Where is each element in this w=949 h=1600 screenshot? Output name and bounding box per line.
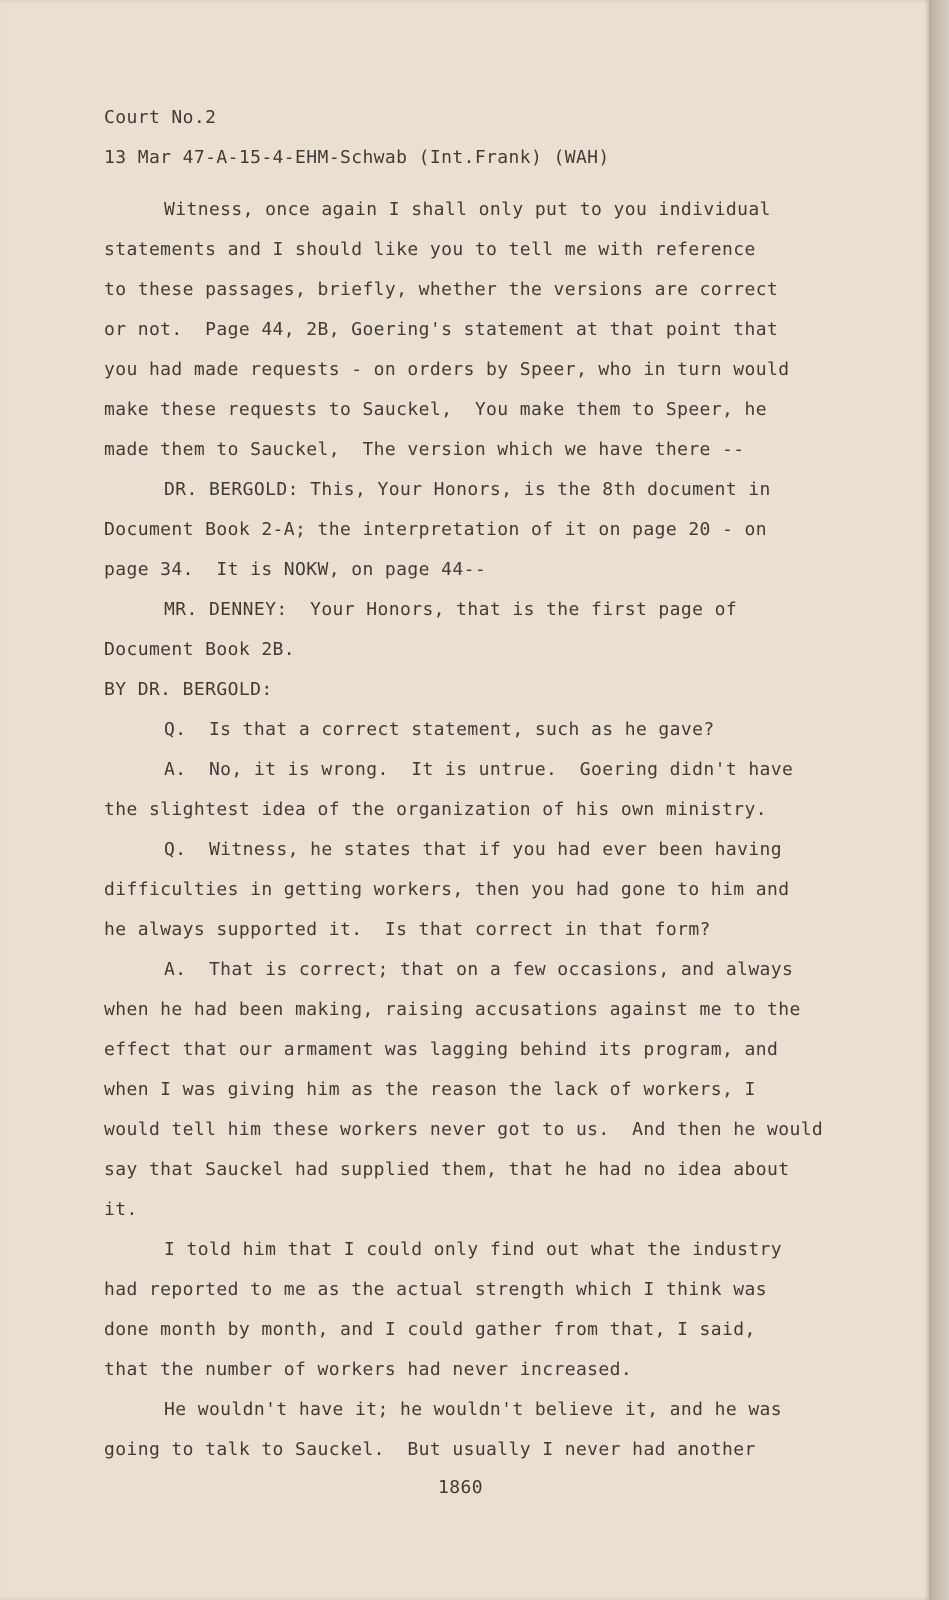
text-line: A. No, it is wrong. It is untrue. Goering didn't have <box>164 759 794 780</box>
text-line: DR. BERGOLD: This, Your Honors, is the 8th document in <box>164 479 771 500</box>
text-line: effect that our armament was lagging behind its program, and <box>104 1039 779 1060</box>
transcript-reference: 13 Mar 47-A-15-4-EHM-Schwab (Int.Frank) (WAH) <box>104 147 610 168</box>
paper-edge <box>929 0 949 1600</box>
text-line: page 34. It is NOKW, on page 44-- <box>104 559 487 580</box>
text-line: statements and I should like you to tell me with reference <box>104 239 756 260</box>
text-line: He wouldn't have it; he wouldn't believe it, and he was <box>164 1399 783 1420</box>
text-line: to these passages, briefly, whether the versions are correct <box>104 279 779 300</box>
text-line: you had made requests - on orders by Speer, who in turn would <box>104 359 790 380</box>
text-line: made them to Sauckel, The version which we have there -- <box>104 439 745 460</box>
text-line: Q. Is that a correct statement, such as he gave? <box>164 719 715 740</box>
text-line: that the number of workers had never increased. <box>104 1359 633 1380</box>
text-line: Document Book 2B. <box>104 639 296 660</box>
text-line: when he had been making, raising accusations against me to the <box>104 999 801 1020</box>
text-line: difficulties in getting workers, then you had gone to him and <box>104 879 790 900</box>
text-line: or not. Page 44, 2B, Goering's statement at that point that <box>104 319 779 340</box>
text-line: BY DR. BERGOLD: <box>104 679 273 700</box>
text-line: A. That is correct; that on a few occasions, and always <box>164 959 794 980</box>
text-line: going to talk to Sauckel. But usually I never had another <box>104 1439 756 1460</box>
text-line: I told him that I could only find out what the industry <box>164 1239 783 1260</box>
text-line: Witness, once again I shall only put to you individual <box>164 199 771 220</box>
text-line: Q. Witness, he states that if you had ever been having <box>164 839 783 860</box>
text-line: Document Book 2-A; the interpretation of it on page 20 - on <box>104 519 767 540</box>
transcript-body <box>104 190 884 1470</box>
text-line: when I was giving him as the reason the lack of workers, I <box>104 1079 756 1100</box>
text-line: it. <box>104 1199 138 1220</box>
text-line: would tell him these workers never got to us. And then he would <box>104 1119 824 1140</box>
text-line: had reported to me as the actual strength which I think was <box>104 1279 767 1300</box>
document-header <box>104 98 610 178</box>
text-line: the slightest idea of the organization of his own ministry. <box>104 799 767 820</box>
text-line: MR. DENNEY: Your Honors, that is the first page of <box>164 599 738 620</box>
court-number: Court No.2 <box>104 107 217 128</box>
text-line: he always supported it. Is that correct in that form? <box>104 919 711 940</box>
page-number: 1860 <box>438 1477 483 1498</box>
text-line: make these requests to Sauckel, You make them to Speer, he <box>104 399 767 420</box>
text-line: say that Sauckel had supplied them, that he had no idea about <box>104 1159 790 1180</box>
text-line: done month by month, and I could gather from that, I said, <box>104 1319 756 1340</box>
